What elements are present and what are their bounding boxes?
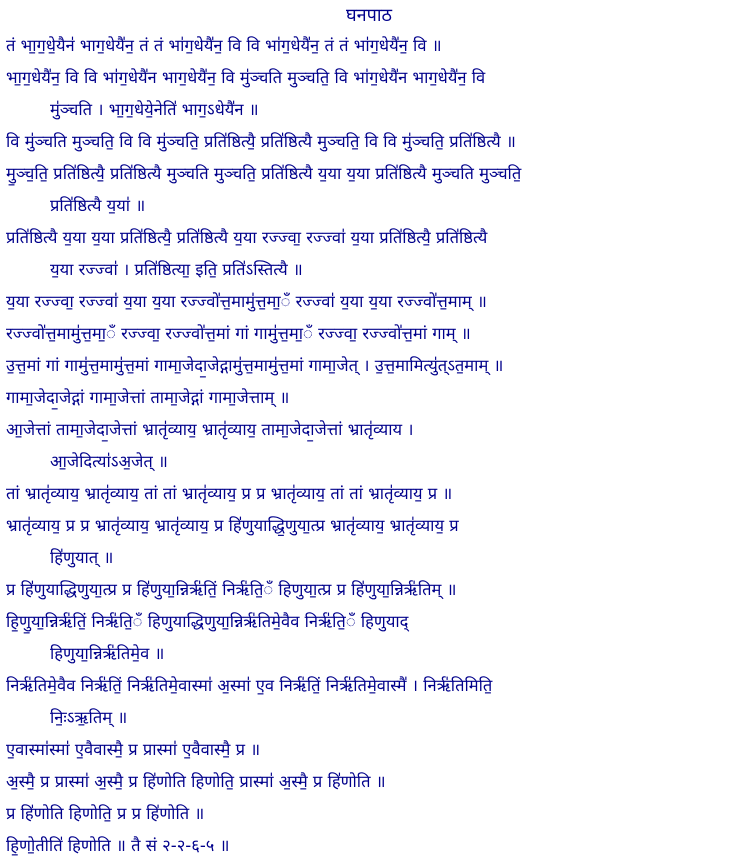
verse-line: तं भा॒ग॒धे॒यैन॑ भाग॒धेयै॑न॒ तं तं भा॑ग॒धेयै॑न॒ वि वि भा॑ग॒धेयै॑न॒ तं तं भा॑ग॒धेयै॑न॒ वि ॥: [6, 36, 442, 55]
verse-6: [6, 286, 732, 318]
verse-19: [6, 830, 732, 862]
verse-2: [6, 62, 732, 126]
verse-14: [6, 606, 732, 670]
verse-list: [6, 30, 732, 862]
verse-line: प्र हि॑णोति हिणोति॒ प्र प्र हि॑णोति ॥: [6, 804, 205, 823]
verse-line: मु॒ञ्च॒ति॒ प्रति॑ष्ठित्यै॒ प्रति॑ष्ठित्यै मुञ्चति मुञ्चति॒ प्रति॑ष्ठित्यै य॒या य॒या प्रति॑ष्ठित्यै मुञ्चति मुञ्चति॒: [6, 164, 522, 183]
verse-line: भा॒ग॒धेयै॑न॒ वि वि भा॑ग॒धेयै॑न भाग॒धेयै॑न॒ वि मु॑ञ्चति मुञ्चति॒ वि भा॑ग॒धेयै॑न भाग॒धेयै॑न॒ वि: [6, 68, 486, 87]
verse-line: वि मु॑ञ्चति मुञ्चति॒ वि वि मु॑ञ्चति॒ प्रति॑ष्ठित्यै॒ प्रति॑ष्ठित्यै मुञ्चति॒ वि वि मु॑ञ्चति॒ प्रति॑ष्ठित्यै ॥: [6, 132, 516, 151]
verse-line: अ॒स्मै॒ प्र प्रास्मा॑ अ॒स्मै॒ प्र हि॑णोति हिणोति॒ प्रास्मा॑ अ॒स्मै॒ प्र हि॑णोति ॥: [6, 772, 386, 791]
verse-3: [6, 126, 732, 158]
verse-continuation-line: हिणुया॒न्निर्ऋ॑तिमे॒व ॥: [50, 644, 165, 663]
verse-line: निर्ऋ॑तिमे॒वैव निर्ऋ॑तिं॒ निर्ऋ॑तिमे॒वास्मा॑ अ॒स्मा॑ ए॒व निर्ऋ॑तिं॒ निर्ऋ॑तिमे॒वास्मै॑ । निर्ऋ॑तिमिति॒: [6, 676, 493, 695]
verse-continuation-line: आ॒जेदित्या॑ऽअ॒जेत् ॥: [50, 452, 168, 471]
verse-line: उ॒त्त॒मां गां गामु॑त्त॒मामु॑त्त॒मां गामा॒जेदा॒जेद्गामु॑त्त॒मामु॑त्त॒मां गामा॒जेत् । उ॒त्त॒मामित्यु॑त्ऽत॒माम् ॥: [6, 356, 504, 375]
verse-18: [6, 798, 732, 830]
verse-line: प्रति॑ष्ठित्यै य॒या य॒या प्रति॑ष्ठित्यै॒ प्रति॑ष्ठित्यै य॒या रज्ज्वा॒ रज्ज्वा॑ य॒या प्रति॑ष्ठित्यै॒ प्रति॑ष्ठित्यै: [6, 228, 488, 247]
verse-17: [6, 766, 732, 798]
verse-line: भ्रातृ॑व्याय॒ प्र प्र भ्रातृ॑व्याय॒ भ्रातृ॑व्याय॒ प्र हि॑णुयाद्धि॒णुया॒त्प्र भ्रातृ॑व्याय॒ भ्रातृ॑व्याय॒ प्र: [6, 516, 459, 535]
verse-continuation-line: मु॑ञ्चति । भा॒ग॒धेये॒नेति॑ भाग॒ऽधेयै॑न ॥: [50, 100, 259, 119]
verse-continuation-line: हि॑णुयात् ॥: [50, 548, 114, 567]
verse-12: [6, 510, 732, 574]
document-title: घनपाठ: [346, 5, 392, 26]
verse-line: रज्ज्वो॑त्त॒मामु॑त्त॒मा॒ँ रज्ज्वा॒ रज्ज्वो॑त्त॒मां गां गामु॑त्त॒मा॒ँ रज्ज्वा॒ रज्ज्वो॑त्त॒मां गाम् ॥: [6, 324, 471, 343]
verse-line: हि॒णु॒या॒न्निर्ऋ॑तिं॒ निर्ऋ॑ति॒ँ हिणुयाद्धिणुया॒न्निर्ऋ॑तिमे॒वैव निर्ऋ॑ति॒ँ हिणुयाद्: [6, 612, 409, 631]
verse-line: प्र हि॑णुयाद्धिणुया॒त्प्र प्र हि॑णुया॒न्निर्ऋ॑तिं॒ निर्ऋ॑ति॒ँ हिणुया॒त्प्र प्र हि॑णुया॒न्निर्ऋ॑तिम् ॥: [6, 580, 457, 599]
verse-4: [6, 158, 732, 222]
verse-1: [6, 30, 732, 62]
verse-line: आ॒जेत्तां तामा॒जेदा॒जेत्तां भ्रातृ॑व्याय॒ भ्रातृ॑व्याय॒ तामा॒जेदा॒जेत्तां भ्रातृ॑व्याय ।: [6, 420, 414, 439]
verse-15: [6, 670, 732, 734]
verse-continuation-line: य॒या रज्ज्वा॑ । प्रति॑ष्ठित्या॒ इति॒ प्रति॑ऽस्तित्यै ॥: [50, 260, 303, 279]
verse-8: [6, 350, 732, 382]
verse-5: [6, 222, 732, 286]
verse-line: गामा॒जेदा॒जेद्गां गामा॒जेत्तां तामा॒जेद्गां गामा॒जेत्ताम् ॥: [6, 388, 290, 407]
verse-13: [6, 574, 732, 606]
verse-10: [6, 414, 732, 478]
verse-7: [6, 318, 732, 350]
verse-line: हि॒णो॒तीति॑ हिणोति ॥ तै सं २-२-६-५ ॥: [6, 836, 230, 855]
verse-continuation-line: निः॒ऽऋ॒तिम् ॥: [50, 708, 128, 727]
verse-line: य॒या रज्ज्वा॒ रज्ज्वा॑ य॒या य॒या रज्ज्वो॑त्त॒मामु॑त्त॒मा॒ँ रज्ज्वा॑ य॒या य॒या रज्ज्वो॑त्त॒माम् ॥: [6, 292, 487, 311]
verse-16: [6, 734, 732, 766]
verse-9: [6, 382, 732, 414]
verse-11: [6, 478, 732, 510]
verse-line: तां भ्रातृ॑व्याय॒ भ्रातृ॑व्याय॒ तां तां भ्रातृ॑व्याय॒ प्र प्र भ्रातृ॑व्याय॒ तां तां भ्रातृ॑व्याय॒ प्र ॥: [6, 484, 453, 503]
verse-line: ए॒वास्मा॑स्मा॑ ए॒वैवास्मै॒ प्र प्रास्मा॑ ए॒वैवास्मै॒ प्र ॥: [6, 740, 261, 759]
verse-continuation-line: प्रति॑ष्ठित्यै य॒या॑ ॥: [50, 196, 146, 215]
